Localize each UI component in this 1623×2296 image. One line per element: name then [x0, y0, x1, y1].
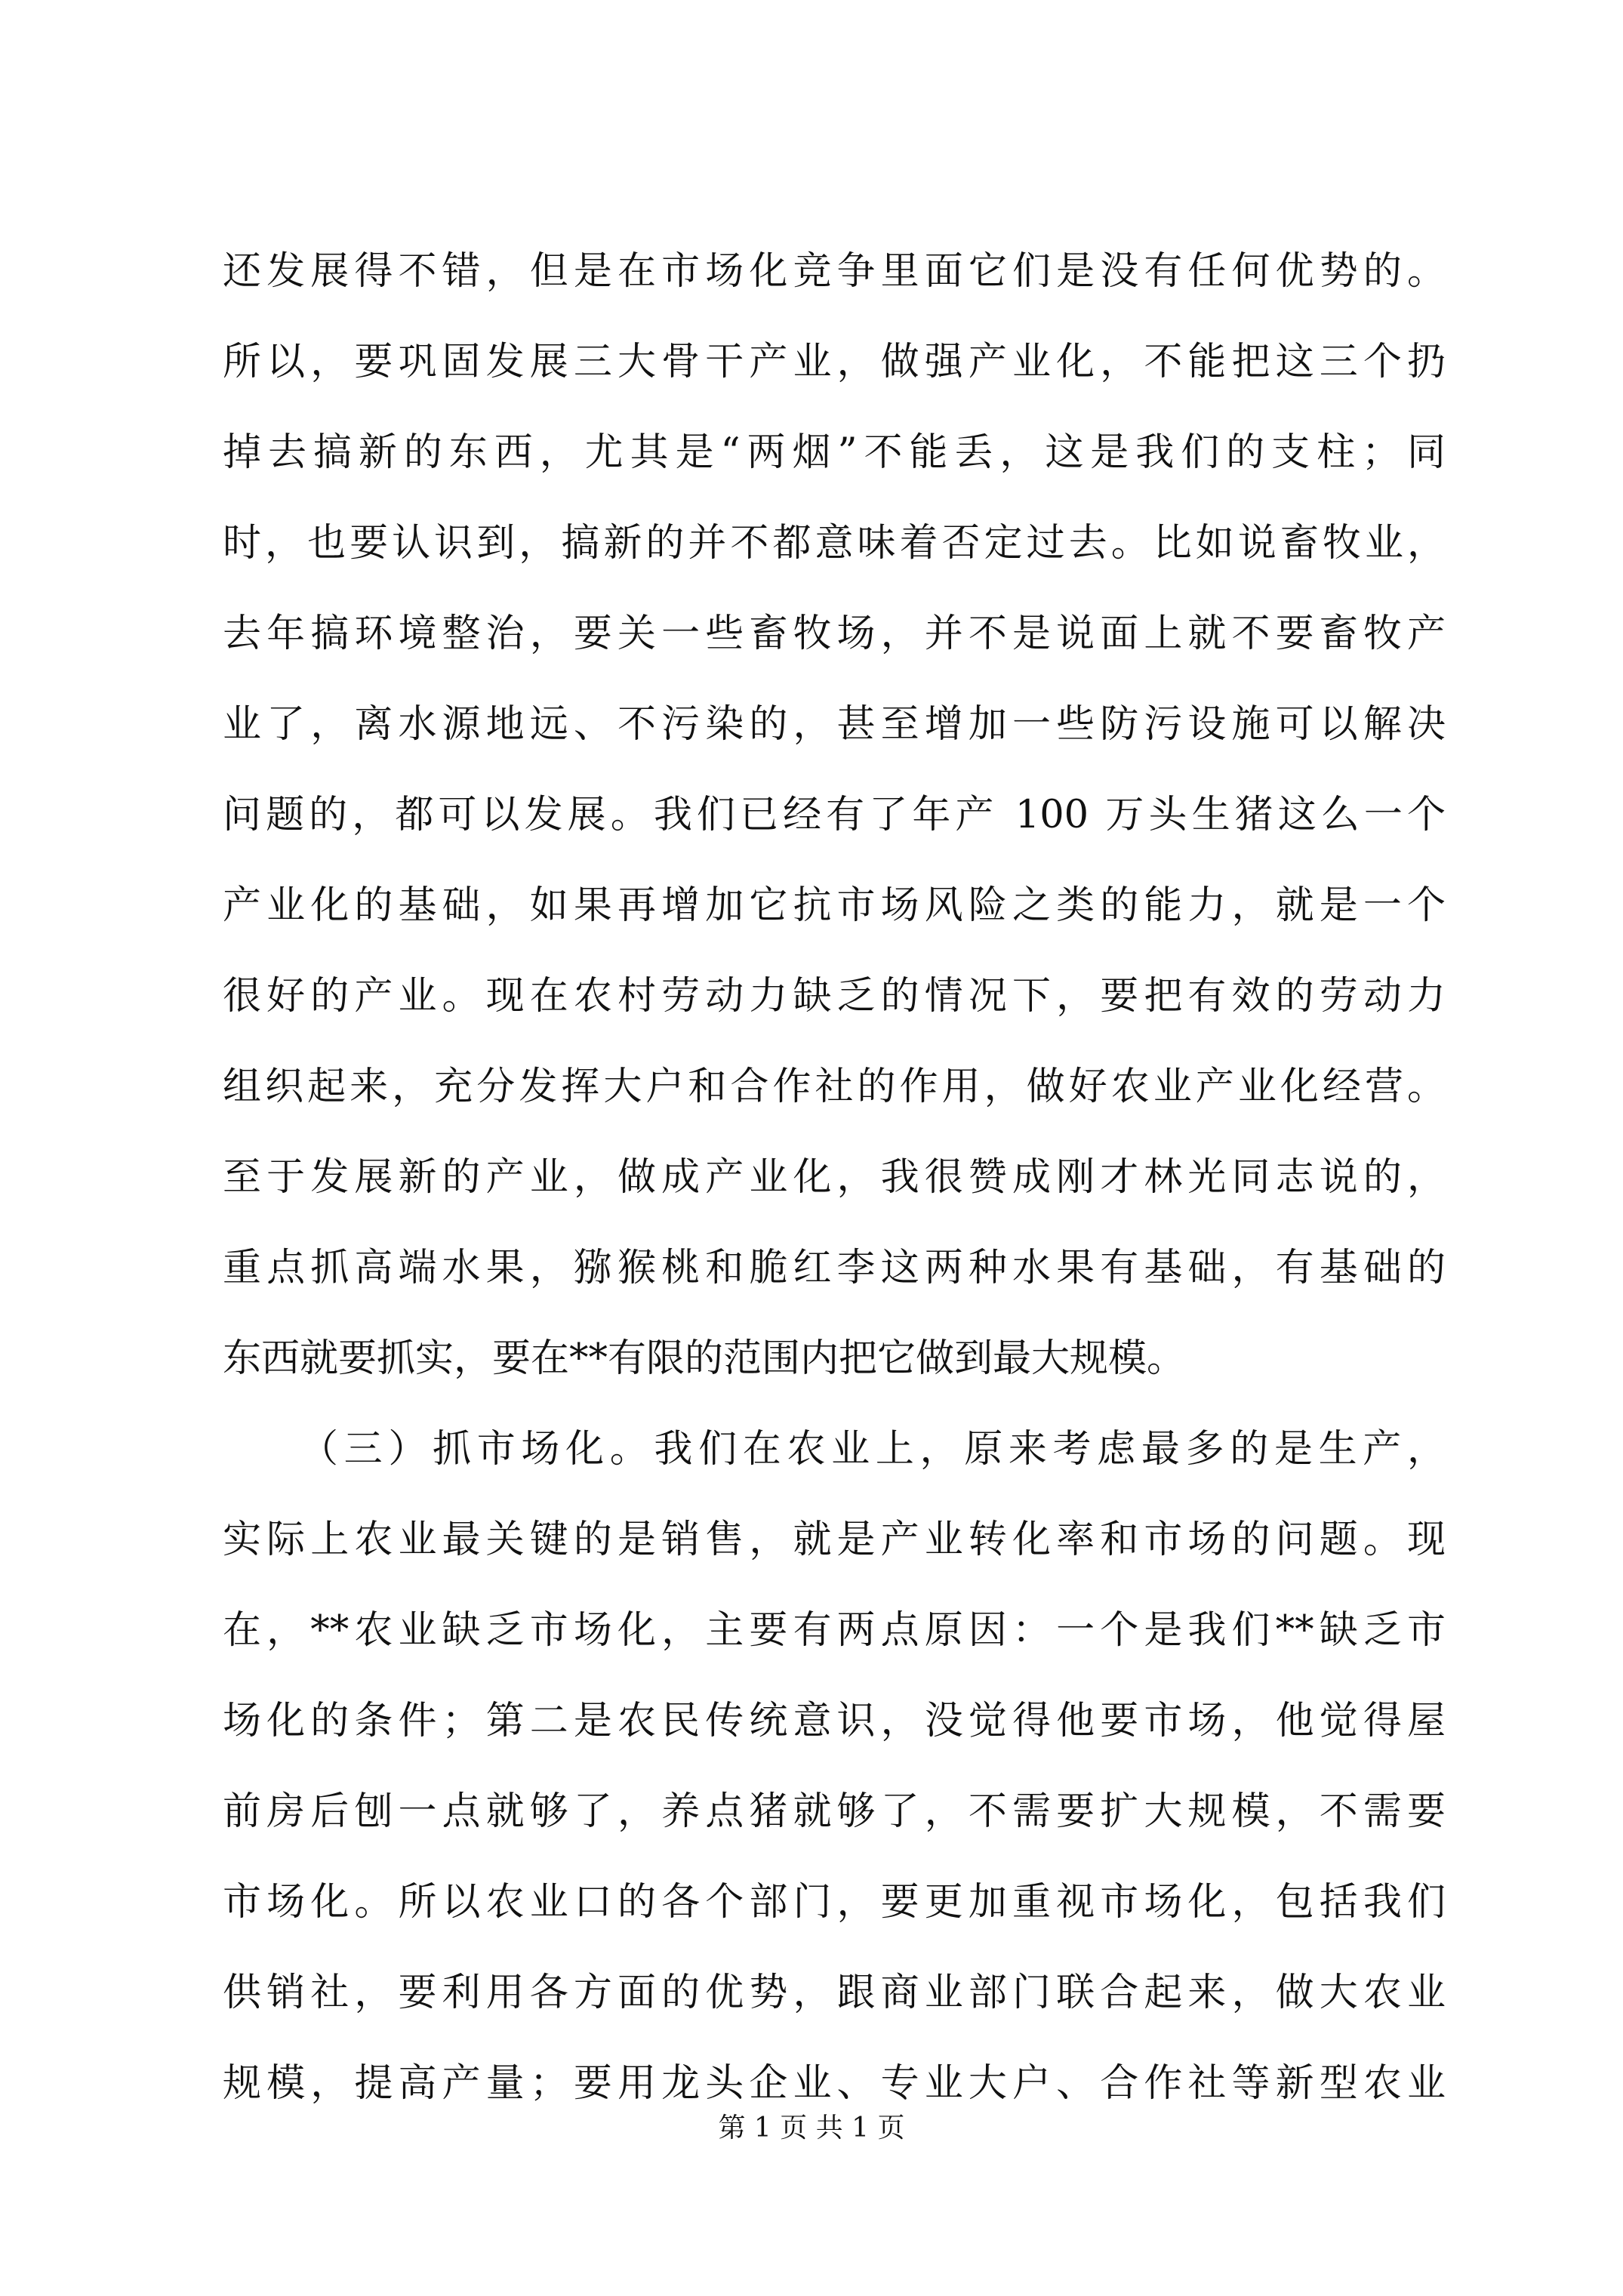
paragraph-2-line: 供销社，要利用各方面的优势，跟商业部门联合起来，做大农业 [223, 1971, 1446, 2015]
paragraph-2-line: （三）抓市场化。我们在农业上，原来考虑最多的是生产， [300, 1427, 1446, 1472]
paragraph-2-line: 实际上农业最关键的是销售，就是产业转化率和市场的问题。现 [223, 1518, 1446, 1562]
paragraph-1-line: 掉去搞新的东西，尤其是“两烟”不能丢，这是我们的支柱；同 [223, 430, 1446, 475]
paragraph-2-line: 在，**农业缺乏市场化，主要有两点原因：一个是我们**缺乏市 [223, 1608, 1446, 1653]
paragraph-1-line: 业了，离水源地远、不污染的，甚至增加一些防污设施可以解决 [223, 702, 1446, 747]
paragraph-1-line: 组织起来，充分发挥大户和合作社的作用，做好农业产业化经营。 [223, 1065, 1446, 1109]
paragraph-2-line: 市场化。所以农业口的各个部门，要更加重视市场化，包括我们 [223, 1880, 1446, 1925]
document-body [223, 227, 1446, 2129]
paragraph-1-line: 东西就要抓实，要在**有限的范围内把它做到最大规模。 [223, 1336, 1186, 1381]
paragraph-1-line: 去年搞环境整治，要关一些畜牧场，并不是说面上就不要畜牧产 [223, 612, 1446, 656]
paragraph-1-line: 至于发展新的产业，做成产业化，我很赞成刚才林光同志说的， [223, 1155, 1446, 1200]
paragraph-1-line: 问题的，都可以发展。我们已经有了年产 100 万头生猪这么一个 [223, 793, 1446, 837]
paragraph-1-line: 重点抓高端水果，猕猴桃和脆红李这两种水果有基础，有基础的 [223, 1246, 1446, 1290]
paragraph-1-line: 产业化的基础，如果再增加它抗市场风险之类的能力，就是一个 [223, 883, 1446, 928]
paragraph-1-line: 还发展得不错，但是在市场化竞争里面它们是没有任何优势的。 [223, 249, 1446, 294]
paragraph-1-line: 很好的产业。现在农村劳动力缺乏的情况下，要把有效的劳动力 [223, 974, 1446, 1019]
paragraph-2-line: 规模，提高产量；要用龙头企业、专业大户、合作社等新型农业 [223, 2061, 1446, 2106]
paragraph-1-line: 时，也要认识到，搞新的并不都意味着否定过去。比如说畜牧业， [223, 521, 1446, 566]
paragraph-2-line: 场化的条件；第二是农民传统意识，没觉得他要市场，他觉得屋 [223, 1699, 1446, 1743]
paragraph-1-line: 所以，要巩固发展三大骨干产业，做强产业化，不能把这三个扔 [223, 340, 1446, 384]
paragraph-2-line: 前房后刨一点就够了，养点猪就够了，不需要扩大规模，不需要 [223, 1789, 1446, 1834]
page-footer: 第 1 页 共 1 页 [718, 2113, 905, 2143]
